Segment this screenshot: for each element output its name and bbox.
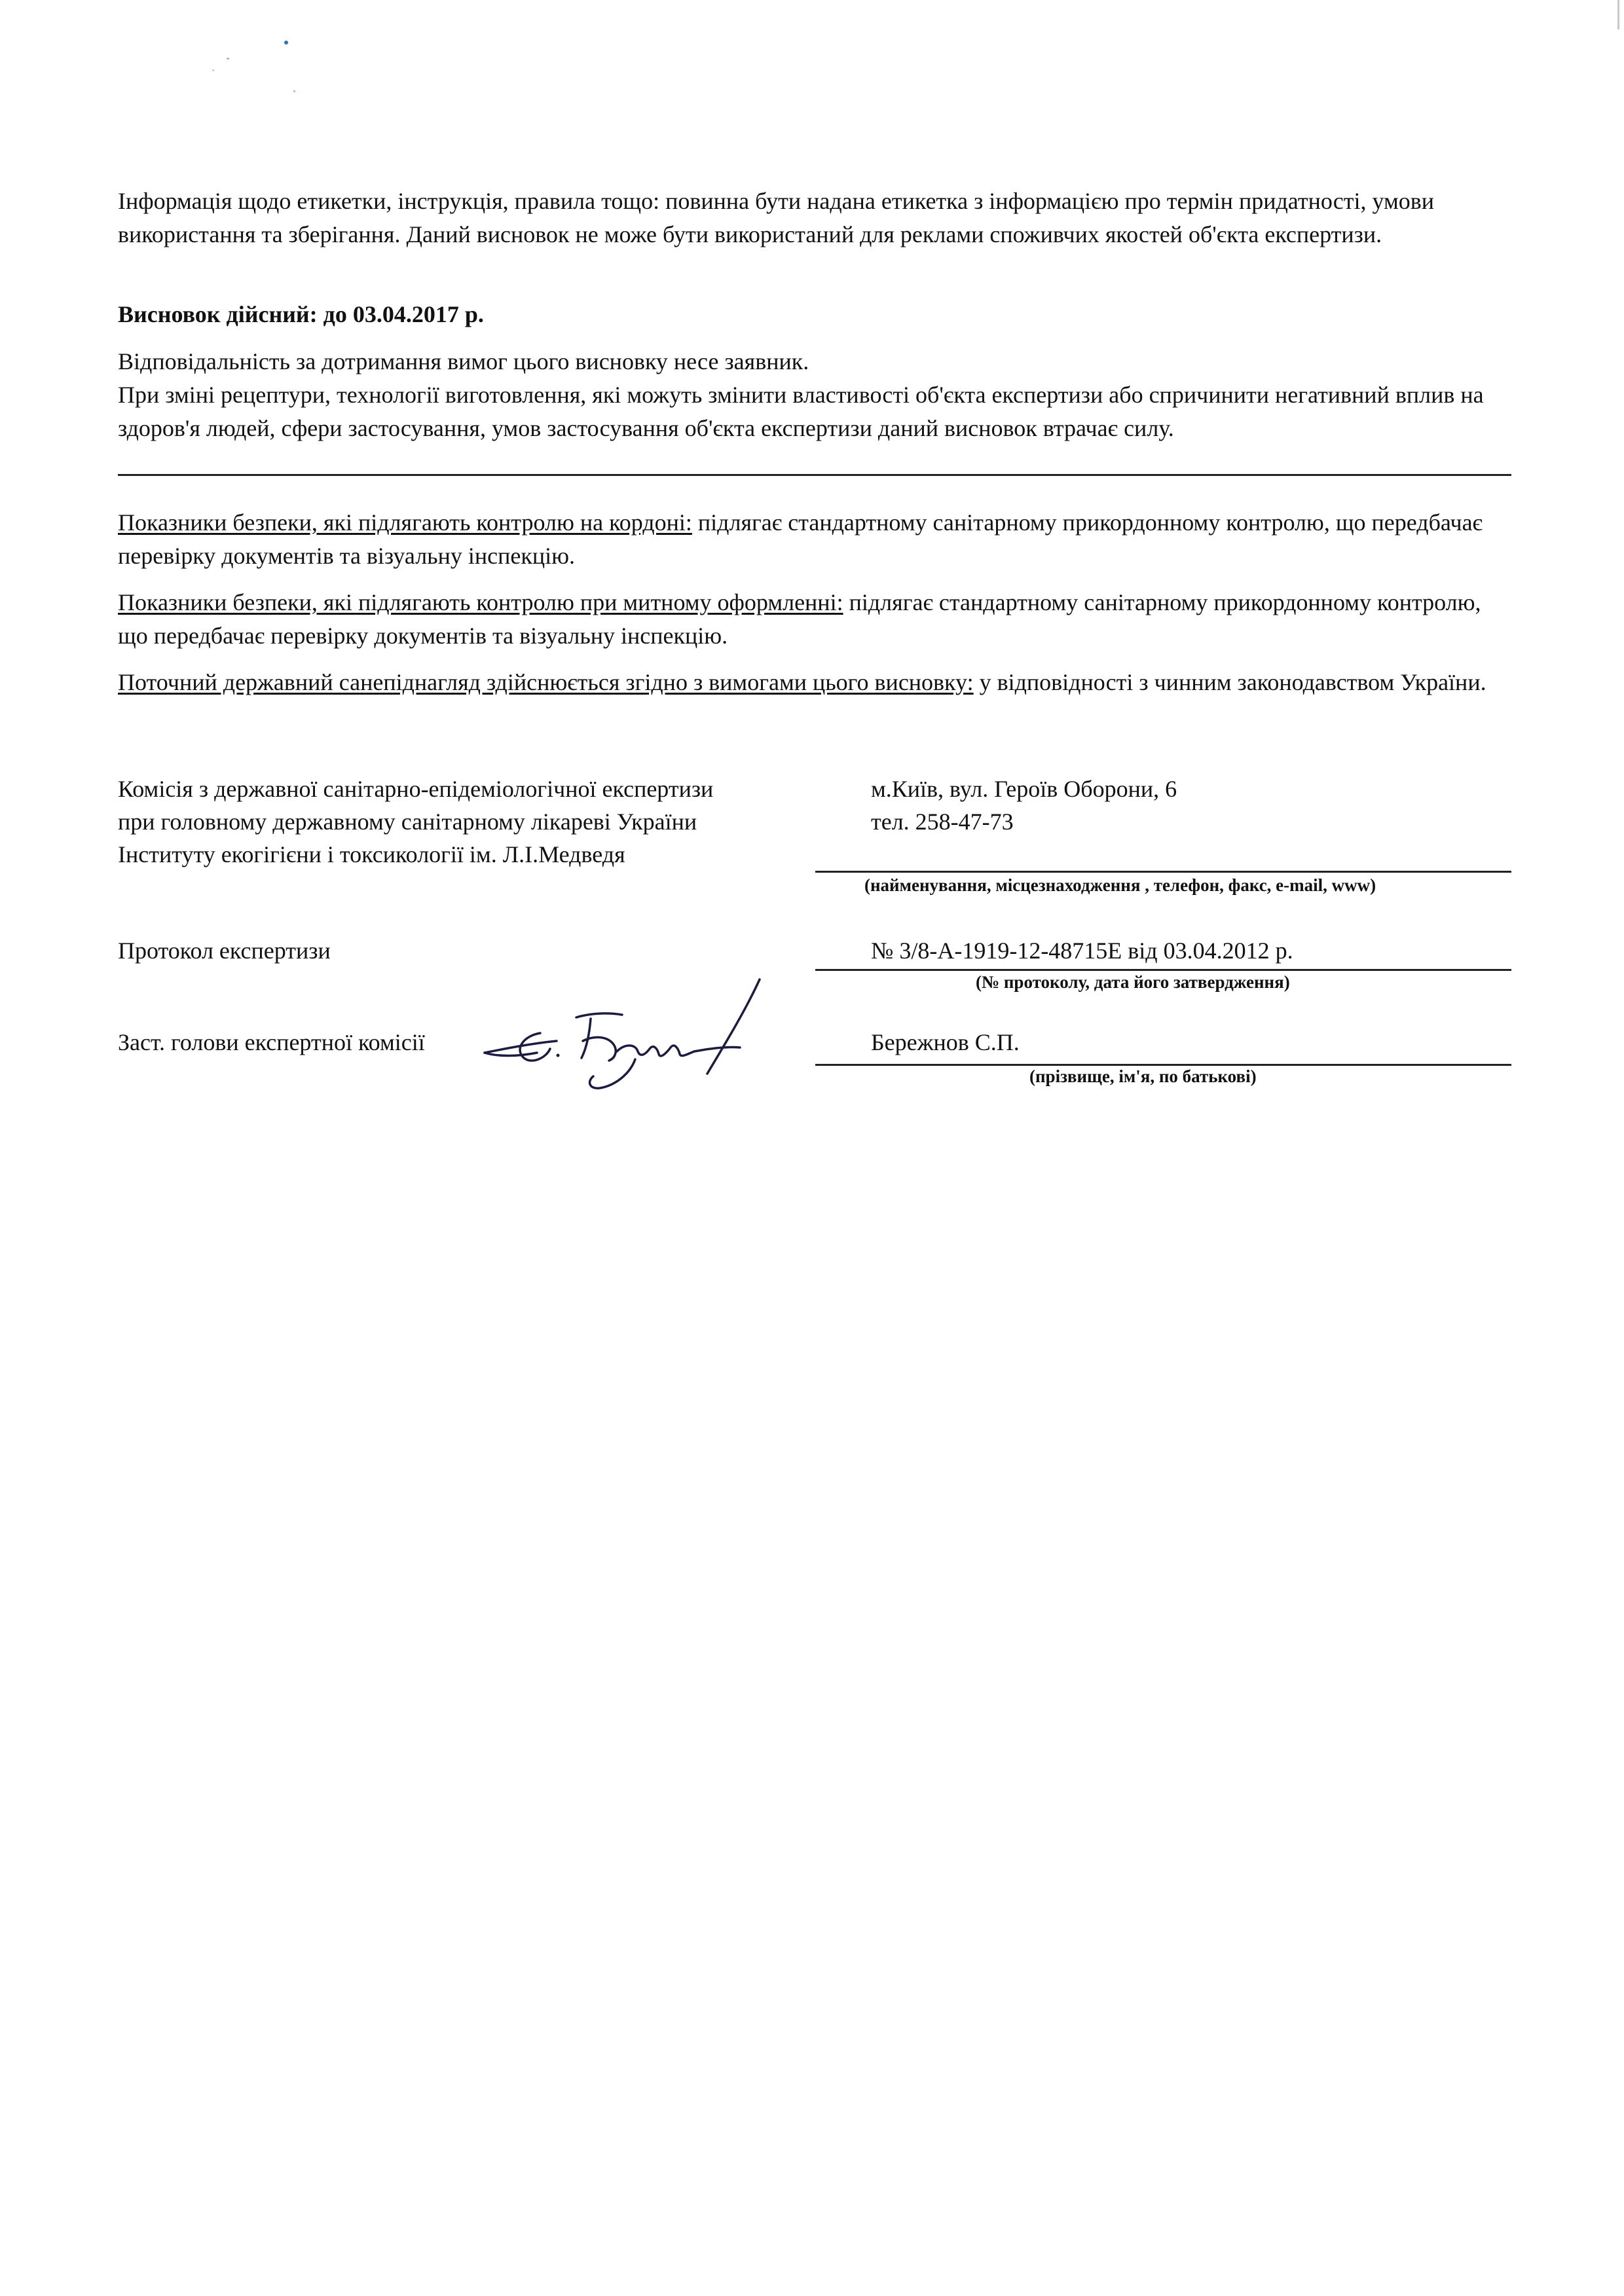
commission-line-3: Інституту екогігієни і токсикології ім. Л.І.Медведя <box>118 841 625 867</box>
label-info-paragraph <box>118 185 1506 251</box>
section-divider <box>118 474 1511 476</box>
signatory-label: Заст. голови експертної комісії <box>118 1029 425 1055</box>
label-info-text: Інформація щодо етикетки, інструкція, правила тощо: повинна бути надана етикетка з інформацією про термін придатності, умови використання та зберігання. Даний висновок не може бути використаний для реклами споживчих якостей об'єкта експертизи. <box>118 188 1435 247</box>
commission-line-2: при головному державному санітарному лікареві України <box>118 809 697 835</box>
responsibility-line-2: При зміні рецептури, технології виготовлення, які можуть змінити властивості об'єкта експертизи або спричинити негативний вплив на здоров'я людей, сфери застосування, умов застосування об'єкта експертизи даний висновок втрачає силу. <box>118 382 1484 441</box>
customs-control-text: підлягає стандартному санітарному прикордонному контролю, що передбачає перевірку документів та візуальну інспекцію. <box>118 589 1481 649</box>
customs-control-paragraph <box>118 586 1506 653</box>
commission-address: м.Київ, вул. Героїв Оборони, 6 <box>871 776 1177 802</box>
scan-speck <box>284 41 288 45</box>
validity-line <box>118 298 1506 331</box>
scan-speck <box>227 58 229 60</box>
customs-control-label: Показники безпеки, які підлягають контролю при митному оформленні: <box>118 589 843 615</box>
commission-line-1: Комісія з державної санітарно-епідеміологічної експертизи <box>118 776 714 802</box>
scan-edge-mark <box>1617 0 1619 29</box>
scan-speck <box>212 69 214 71</box>
protocol-label: Протокол експертизи <box>118 938 331 964</box>
commission-caption: (найменування, місцезнаходження , телефон, факс, e-mail, www) <box>864 875 1376 895</box>
validity-value: до 03.04.2017 р. <box>323 301 484 327</box>
validity-label: Висновок дійсний: <box>118 301 318 327</box>
border-control-text: підлягає стандартному санітарному прикордонному контролю, що передбачає перевірку документів та візуальну інспекцію. <box>118 509 1483 569</box>
border-control-label: Показники безпеки, які підлягають контролю на кордоні: <box>118 509 692 536</box>
commission-name <box>118 773 825 871</box>
signatory-caption: (прізвище, ім'я, по батькові) <box>1029 1066 1257 1086</box>
responsibility-paragraph <box>118 345 1506 445</box>
protocol-caption: (№ протоколу, дата його затвердження) <box>976 972 1290 992</box>
supervision-paragraph <box>118 666 1506 699</box>
scan-speck <box>293 90 295 92</box>
handwritten-signature <box>478 975 766 1093</box>
commission-phone: тел. 258-47-73 <box>871 809 1014 835</box>
commission-rule <box>815 871 1511 873</box>
supervision-label: Поточний державний санепіднагляд здійснюється згідно з вимогами цього висновку: <box>118 669 974 695</box>
supervision-text: у відповідності з чинним законодавством України. <box>973 669 1486 695</box>
signatory-name: Бережнов С.П. <box>871 1029 1020 1055</box>
responsibility-line-1: Відповідальність за дотримання вимог цього висновку несе заявник. <box>118 348 809 374</box>
protocol-value: № 3/8-А-1919-12-48715Е від 03.04.2012 р. <box>871 938 1293 964</box>
border-control-paragraph <box>118 506 1506 573</box>
